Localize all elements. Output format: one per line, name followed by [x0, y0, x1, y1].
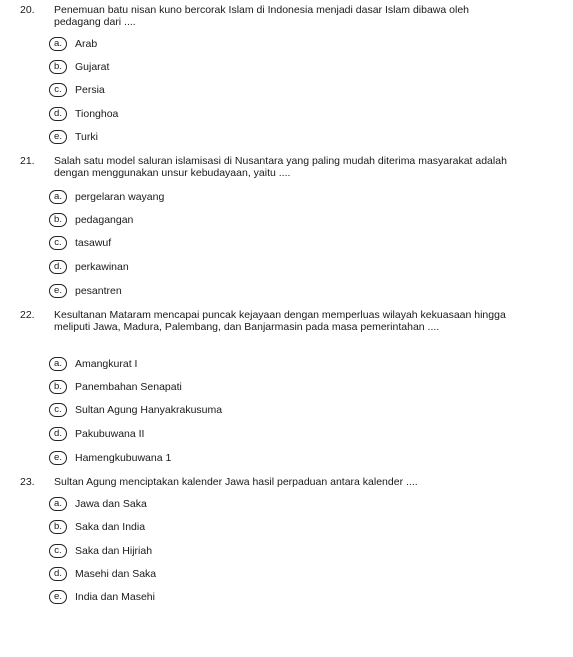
option-letter: d.	[49, 107, 67, 121]
option-text: pedagangan	[75, 214, 134, 226]
option-letter: e.	[49, 451, 67, 465]
option-20-c[interactable]	[49, 83, 449, 101]
option-text: Saka dan Hijriah	[75, 545, 153, 557]
question-text: Salah satu model saluran islamisasi di Nusantara yang paling mudah diterima masyarakat adalah dengan menggunakan unsur kebudayaan, yaitu ....	[54, 155, 507, 179]
option-text: Turki	[75, 131, 98, 143]
option-letter: a.	[49, 357, 67, 371]
option-letter: c.	[49, 544, 67, 558]
question-number: 20.	[20, 4, 35, 16]
option-text: pergelaran wayang	[75, 191, 165, 203]
option-21-e[interactable]	[49, 284, 449, 302]
option-letter: a.	[49, 190, 67, 204]
option-text: Tionghoa	[75, 108, 119, 120]
option-23-b[interactable]	[49, 520, 449, 538]
option-21-b[interactable]	[49, 213, 449, 231]
option-letter: c.	[49, 236, 67, 250]
option-22-d[interactable]	[49, 427, 449, 445]
option-letter: a.	[49, 497, 67, 511]
question-number: 21.	[20, 155, 35, 167]
option-letter: d.	[49, 260, 67, 274]
option-letter: c.	[49, 403, 67, 417]
option-letter: e.	[49, 130, 67, 144]
option-23-e[interactable]	[49, 590, 449, 608]
option-text: Persia	[75, 84, 105, 96]
option-21-d[interactable]	[49, 260, 449, 278]
option-text: India dan Masehi	[75, 591, 155, 603]
option-letter: b.	[49, 380, 67, 394]
option-22-a[interactable]	[49, 357, 449, 375]
option-22-c[interactable]	[49, 403, 449, 421]
option-20-d[interactable]	[49, 107, 449, 125]
option-text: Arab	[75, 38, 98, 50]
option-text: perkawinan	[75, 261, 129, 273]
option-text: Hamengkubuwana 1	[75, 452, 172, 464]
option-letter: c.	[49, 83, 67, 97]
question-text: Sultan Agung menciptakan kalender Jawa hasil perpaduan antara kalender ....	[54, 476, 418, 488]
option-text: Sultan Agung Hanyakrakusuma	[75, 404, 223, 416]
option-text: tasawuf	[75, 237, 112, 249]
option-letter: b.	[49, 213, 67, 227]
option-20-b[interactable]	[49, 60, 449, 78]
option-text: Saka dan India	[75, 521, 146, 533]
option-letter: a.	[49, 37, 67, 51]
option-20-e[interactable]	[49, 130, 449, 148]
question-text: Kesultanan Mataram mencapai puncak kejayaan dengan memperluas wilayah kekuasaan hingga meliputi Jawa, Madura, Palembang, dan Banjarmasin pada masa pemerintahan ....	[54, 309, 506, 333]
option-letter: d.	[49, 427, 67, 441]
option-text: Masehi dan Saka	[75, 568, 157, 580]
option-letter: d.	[49, 567, 67, 581]
option-text: Gujarat	[75, 61, 110, 73]
option-23-c[interactable]	[49, 544, 449, 562]
option-text: Pakubuwana II	[75, 428, 145, 440]
option-22-b[interactable]	[49, 380, 449, 398]
option-21-c[interactable]	[49, 236, 449, 254]
option-23-a[interactable]	[49, 497, 449, 515]
option-text: Panembahan Senapati	[75, 381, 182, 393]
option-23-d[interactable]	[49, 567, 449, 585]
option-letter: e.	[49, 284, 67, 298]
option-text: Jawa dan Saka	[75, 498, 147, 510]
question-number: 22.	[20, 309, 35, 321]
option-letter: b.	[49, 520, 67, 534]
option-20-a[interactable]	[49, 37, 449, 55]
question-text: Penemuan batu nisan kuno bercorak Islam di Indonesia menjadi dasar Islam dibawa oleh pedagang dari ....	[54, 4, 469, 28]
option-text: Amangkurat I	[75, 358, 138, 370]
question-number: 23.	[20, 476, 35, 488]
option-letter: e.	[49, 590, 67, 604]
option-text: pesantren	[75, 285, 122, 297]
option-22-e[interactable]	[49, 451, 449, 469]
option-letter: b.	[49, 60, 67, 74]
option-21-a[interactable]	[49, 190, 449, 208]
